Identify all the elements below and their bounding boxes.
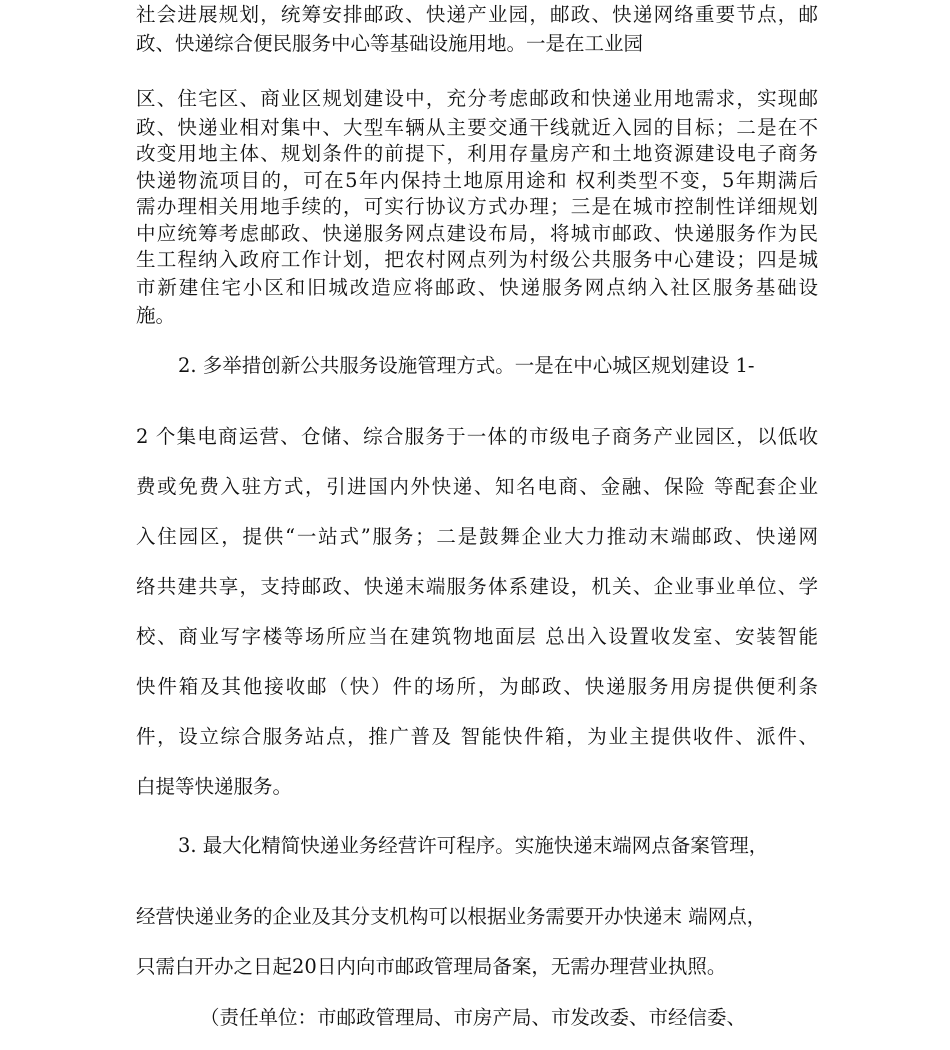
text-line: 需办理相关用地手续的，可实行协议方式办理；三是在城市控制性详细规划	[136, 195, 818, 218]
text-line: 施。	[136, 304, 176, 327]
text-line: 社会进展规划，统筹安排邮政、快递产业园，邮政、快递网络重要节点，邮	[136, 3, 818, 26]
text-line: 政、快递业相对集中、大型车辆从主要交通干线就近入园的目标；二是在不	[136, 116, 818, 139]
text-line: 件，设立综合服务站点，推广普及 智能快件箱，为业主提供收件、派件、	[136, 725, 818, 748]
text-line: 校、商业写字楼等场所应当在建筑物地面层 总出入设置收发室、安装智能	[136, 625, 818, 648]
text-line: 生工程纳入政府工作计划，把农村网点列为村级公共服务中心建设；四是城	[136, 248, 818, 271]
text-line: 费或免费入驻方式，引进国内外快递、知名电商、金融、保险 等配套企业	[136, 475, 818, 498]
text-line: 快件箱及其他接收邮（快）件的场所，为邮政、快递服务用房提供便利条	[136, 675, 818, 698]
text-line: 中应统筹考虑邮政、快递服务网点建设布局，将城市邮政、快递服务作为民	[136, 222, 818, 245]
text-line: 改变用地主体、规划条件的前提下，利用存量房产和土地资源建设电子商务	[136, 142, 818, 165]
text-line: 政、快递综合便民服务中心等基础设施用地。一是在工业园	[136, 32, 644, 55]
section-heading: 3. 最大化精简快递业务经营许可程序。实施快递末端网点备案管理，	[178, 834, 769, 857]
text-line: 入住园区，提供“一站式”服务；二是鼓舞企业大力推动末端邮政、快递网	[136, 525, 818, 548]
section-heading: 2. 多举措创新公共服务设施管理方式。一是在中心城区规划建设 1-	[178, 354, 755, 377]
text-line: 只需白开办之日起20日内向市邮政管理局备案，无需办理营业执照。	[136, 955, 727, 978]
text-line: （责任单位：市邮政管理局、市房产局、市发改委、市经信委、	[200, 1006, 747, 1029]
text-line: 市新建住宅小区和旧城改造应将邮政、快递服务网点纳入社区服务基础设	[136, 276, 818, 299]
text-line: 快递物流项目的，可在5年内保持土地原用途和 权利类型不变，5年期满后	[136, 169, 818, 192]
text-line: 白提等快递服务。	[136, 775, 293, 798]
text-line: 络共建共享，支持邮政、快递末端服务体系建设，机关、企业事业单位、学	[136, 575, 818, 598]
text-line: 区、住宅区、商业区规划建设中，充分考虑邮政和快递业用地需求，实现邮	[136, 87, 818, 110]
text-line: 经营快递业务的企业及其分支机构可以根据业务需要开办快递末 端网点，	[136, 905, 767, 928]
text-line: 2 个集电商运营、仓储、综合服务于一体的市级电子商务产业园区，以低收	[136, 425, 818, 448]
